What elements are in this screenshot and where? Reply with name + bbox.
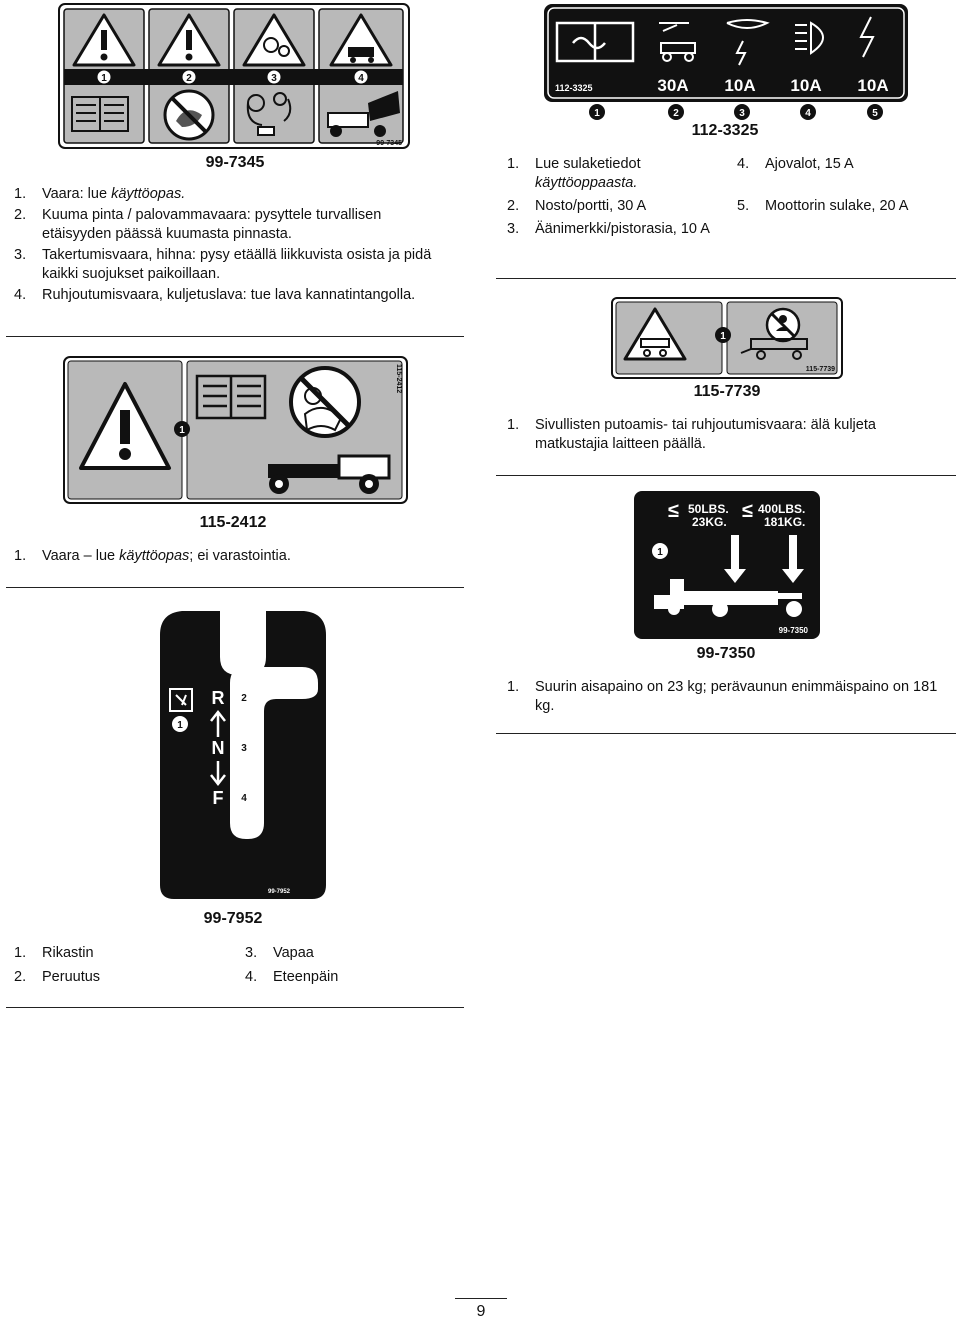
decal-112-3325-small-code: 112-3325 (555, 83, 593, 93)
callout-4: 4 (805, 108, 811, 119)
fuse-3-rating: 10A (790, 76, 822, 95)
callout-3: 3 (739, 108, 745, 119)
legend-item: 3. Äänimerkki/pistorasia, 10 A (507, 221, 710, 237)
decal-115-2412-code: 115-2412 (199, 514, 267, 531)
decal-99-7952-legend-left (14, 944, 214, 989)
divider (496, 475, 956, 476)
legend-item: 2. Nosto/portti, 30 A (507, 198, 647, 214)
callout-2: 2 (241, 693, 247, 704)
legend-item: 2. Peruutus (14, 969, 101, 985)
fuse-4-rating: 10A (857, 76, 889, 95)
legend-item: 1. Vaara – lue käyttöopas; ei varastointia. (14, 548, 291, 564)
callout-3: 3 (271, 73, 277, 84)
decal-112-3325-legend-right (737, 155, 952, 218)
legend-item: 1. Sivullisten putoamis- tai ruhjoutumisvaara: älä kuljeta matkustajia laitteen päällä. (507, 417, 876, 452)
fuse-2-rating: 10A (724, 76, 756, 95)
legend-item: 4. Ruhjoutumisvaara, kuljetuslava: tue lava kannatintangolla. (14, 287, 416, 303)
decal-99-7345-small-code: 99-7345 (376, 140, 402, 147)
divider (6, 336, 464, 337)
decal-115-2412-legend (14, 547, 444, 568)
fuse-1-rating: 30A (657, 76, 689, 95)
gear-n-label: N (211, 738, 225, 758)
callout-2: 2 (673, 108, 679, 119)
decal-99-7345-code: 99-7345 (205, 154, 265, 171)
callout-1: 1 (101, 73, 107, 84)
divider (496, 278, 956, 279)
callout-1: 1 (179, 425, 185, 436)
load-1-kg: 23KG. (692, 515, 727, 529)
gear-f-label: F (212, 788, 224, 808)
legend-item: 2. Kuuma pinta / palovammavaara: pysyttele turvallisen etäisyyden päässä kuumasta pinnasta. (14, 207, 382, 242)
le-symbol-1: ≤ (668, 500, 679, 522)
decal-99-7350-code: 99-7350 (696, 645, 756, 662)
callout-4: 4 (358, 73, 364, 84)
decal-99-7952-code: 99-7952 (203, 910, 263, 927)
callout-1: 1 (657, 547, 663, 558)
decal-112-3325-legend-left (507, 155, 722, 241)
callout-1: 1 (177, 720, 183, 731)
gear-r-label: R (211, 688, 225, 708)
divider (6, 1007, 464, 1008)
decal-112-3325-image (543, 3, 909, 121)
legend-item: 3. Takertumisvaara, hihna: pysy etäällä liikkuvista osista ja pidä kaikki suojukset paikoillaan. (14, 247, 432, 282)
load-2-lbs: 400LBS. (758, 502, 806, 516)
decal-99-7952-small-code: 99-7952 (268, 889, 291, 895)
decal-115-2412-image (63, 356, 408, 504)
callout-4: 4 (241, 793, 247, 804)
legend-item: 3. Vapaa (245, 945, 314, 961)
decal-99-7952-legend-right (245, 944, 445, 989)
callout-5: 5 (872, 108, 878, 119)
decal-99-7952-image (148, 607, 336, 903)
divider (6, 587, 464, 588)
legend-item: 4. Eteenpäin (245, 969, 339, 985)
legend-item: 1. Suurin aisapaino on 23 kg; perävaunun enimmäispaino on 181 kg. (507, 679, 938, 714)
decal-115-2412-small-code: 115-2412 (395, 364, 402, 394)
page-number-rule (455, 1298, 507, 1299)
callout-2: 2 (186, 73, 192, 84)
legend-item: 1. Vaara: lue käyttöopas. (14, 186, 186, 202)
legend-item: 4. Ajovalot, 15 A (737, 156, 854, 172)
decal-99-7350-image (634, 491, 820, 639)
divider (496, 733, 956, 734)
decal-115-7739-image (611, 297, 843, 379)
decal-112-3325-code: 112-3325 (691, 122, 759, 139)
legend-item: 5. Moottorin sulake, 20 A (737, 198, 909, 214)
legend-item: 1. Rikastin (14, 945, 94, 961)
decal-99-7345-image (58, 3, 410, 149)
callout-3: 3 (241, 743, 247, 754)
le-symbol-2: ≤ (742, 500, 753, 522)
callout-1: 1 (594, 108, 600, 119)
load-1-lbs: 50LBS. (688, 502, 729, 516)
decal-115-7739-legend (507, 416, 937, 456)
decal-99-7350-legend (507, 678, 947, 718)
page-number: 9 (476, 1303, 486, 1320)
legend-item: 1. Lue sulaketiedot käyttöoppaasta. (507, 156, 641, 191)
decal-115-7739-small-code: 115-7739 (805, 366, 835, 373)
decal-99-7350-small-code: 99-7350 (778, 626, 808, 635)
decal-99-7345-legend (14, 185, 444, 307)
callout-1: 1 (720, 331, 726, 342)
load-2-kg: 181KG. (764, 515, 806, 529)
decal-115-7739-code: 115-7739 (693, 383, 761, 400)
